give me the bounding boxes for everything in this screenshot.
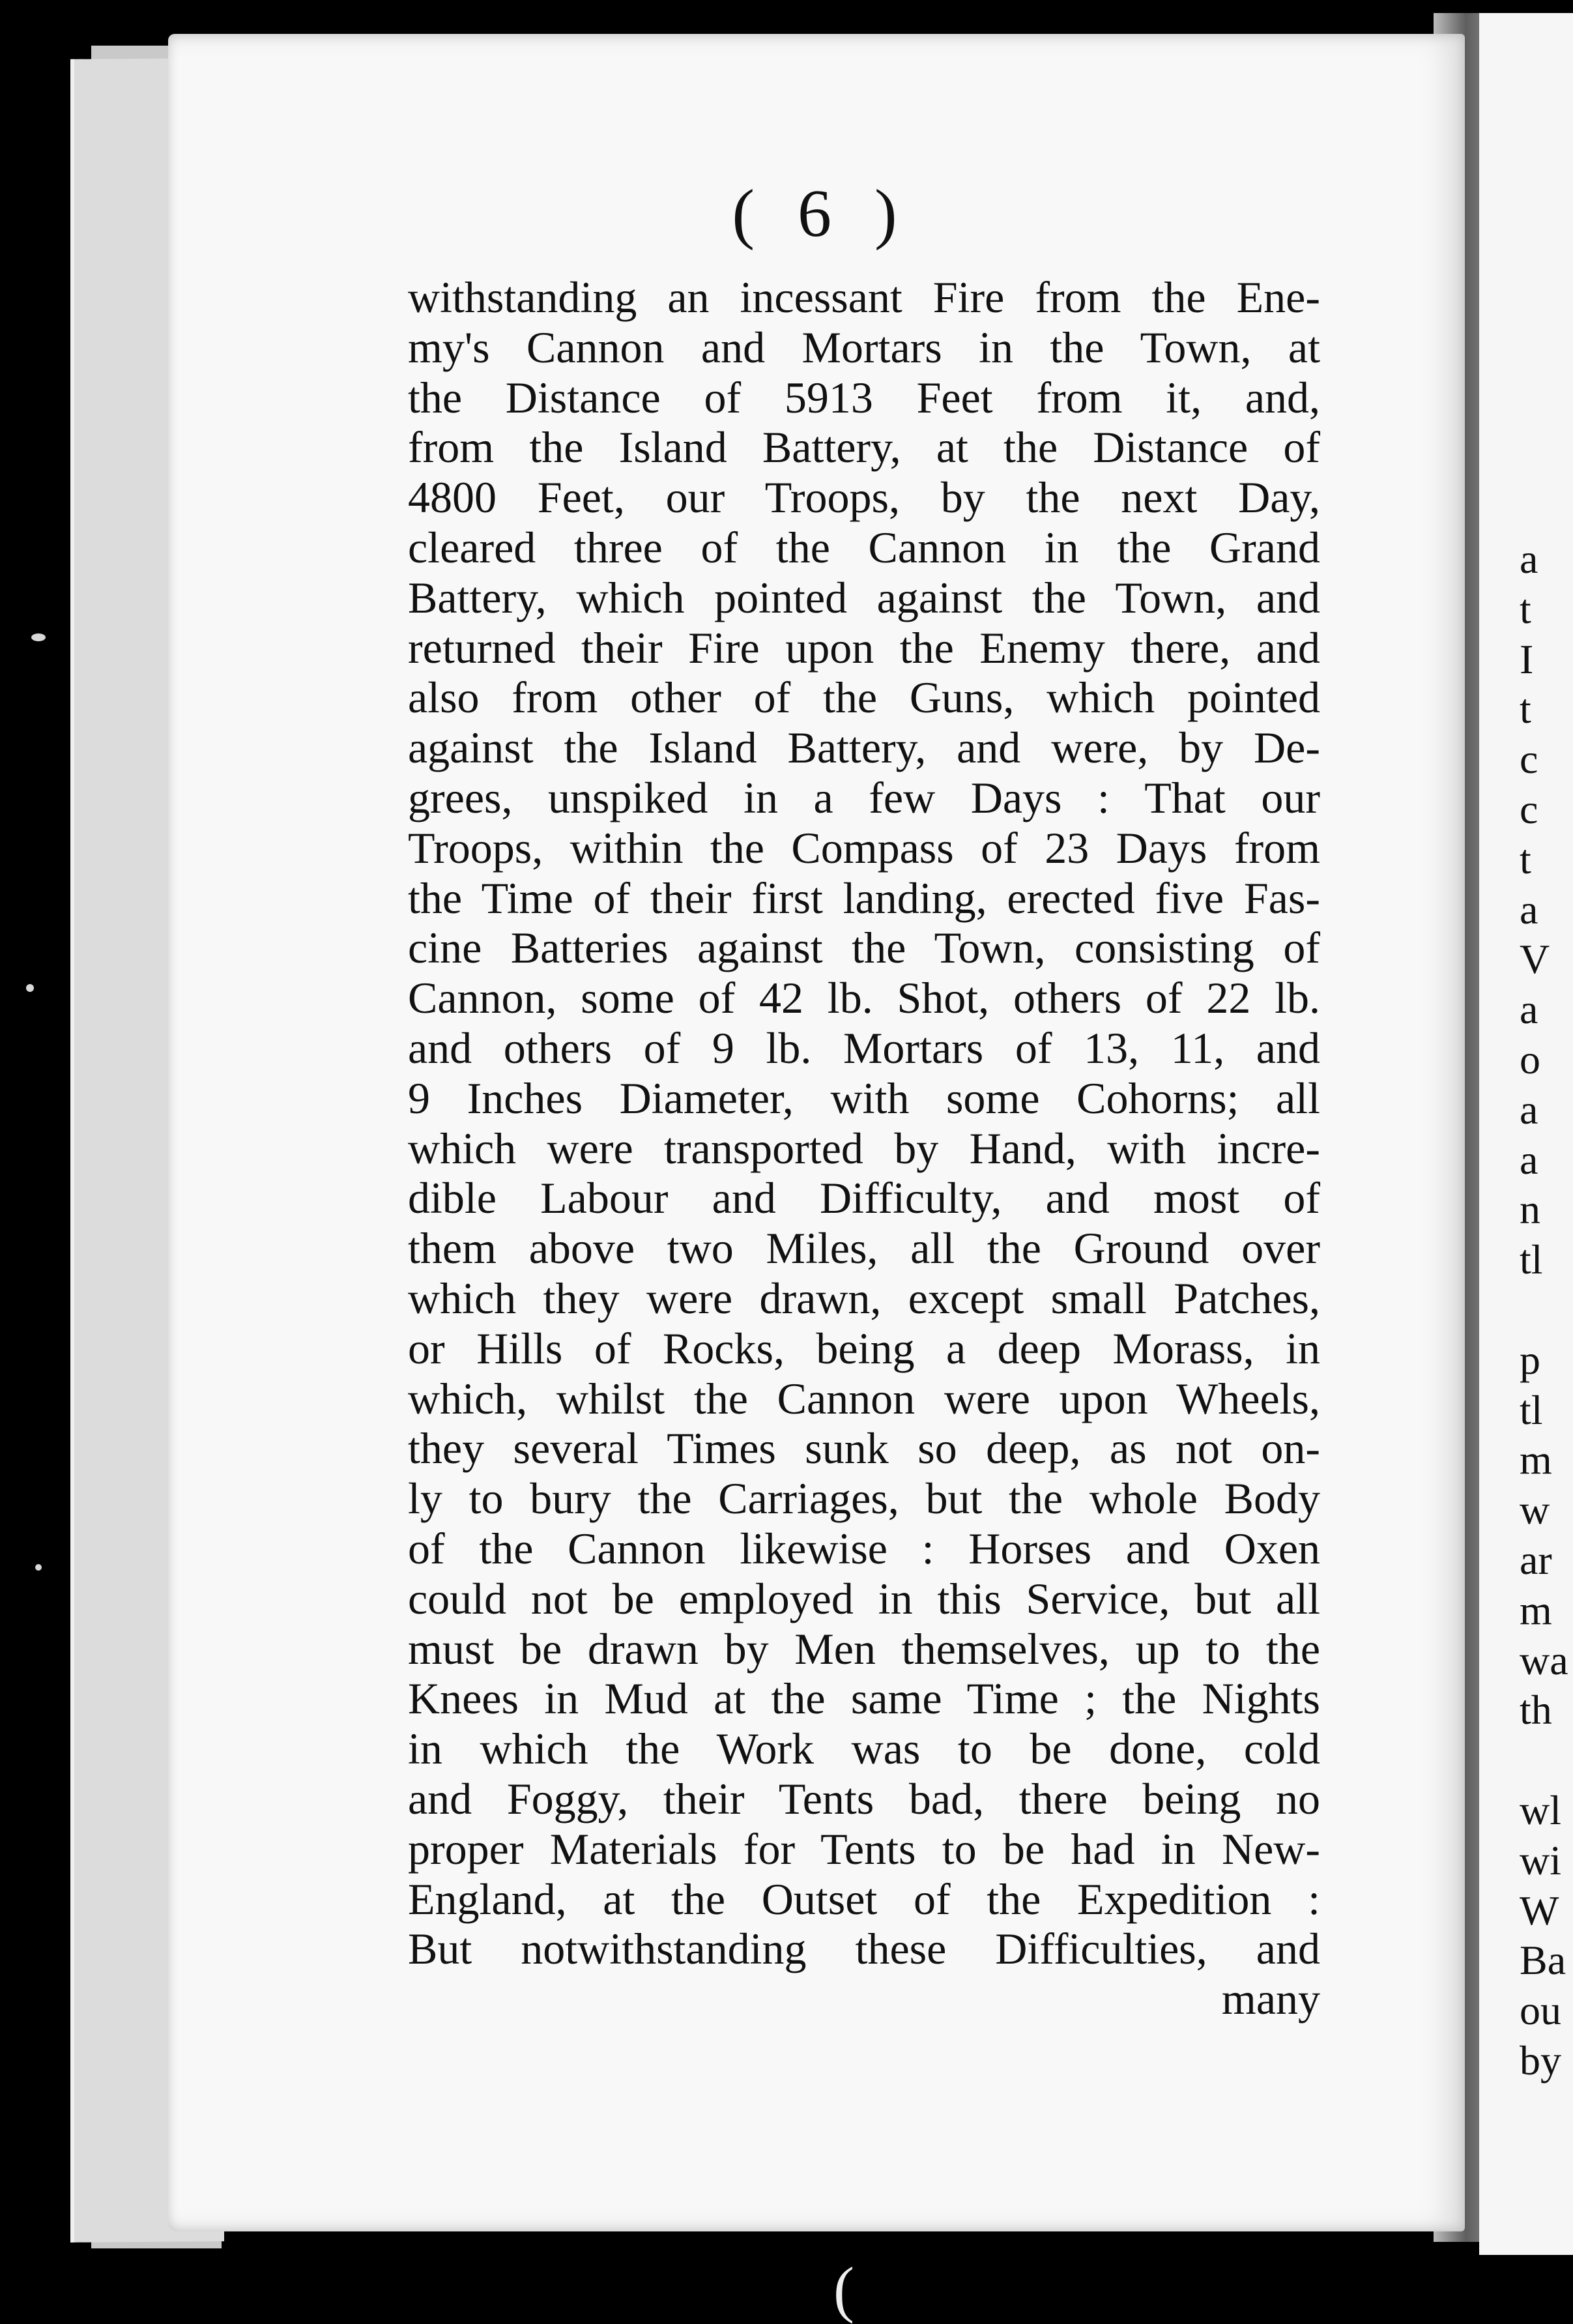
facing-page-fragment: m — [1520, 1436, 1552, 1483]
text-line: proper Materials for Tents to be had in New- — [408, 1823, 1320, 1874]
text-line: 4800 Feet, our Troops, by the next Day, — [408, 472, 1320, 523]
text-line: which, whilst the Cannon were upon Wheels, — [408, 1373, 1320, 1423]
text-line: Troops, within the Compass of 23 Days from — [408, 822, 1320, 873]
text-line: also from other of the Guns, which pointed — [408, 673, 1320, 723]
fragment-gap — [1520, 1736, 1573, 1786]
text-line: returned their Fire upon the Enemy there, and — [408, 622, 1320, 673]
facing-page-fragment: th — [1520, 1687, 1552, 1734]
text-line: withstanding an incessant Fire from the Ene- — [408, 272, 1320, 322]
text-line: cine Batteries against the Town, consisting of — [408, 923, 1320, 973]
text-line: of the Cannon likewise : Horses and Oxen — [408, 1523, 1320, 1573]
page-number: ( 6 ) — [732, 176, 910, 251]
text-line: the Distance of 5913 Feet from it, and, — [408, 372, 1320, 422]
text-line: But notwithstanding these Difficulties, and — [408, 1924, 1320, 1974]
paper-speck — [35, 1564, 42, 1571]
facing-page-fragment: by — [1520, 2037, 1561, 2084]
facing-page-fragment: wa — [1520, 1636, 1568, 1683]
text-line: the Time of their first landing, erected five Fas- — [408, 873, 1320, 923]
facing-page-fragment: n — [1520, 1186, 1540, 1233]
text-line: Cannon, some of 42 lb. Shot, others of 22 lb. — [408, 973, 1320, 1023]
facing-page-fragment: tl — [1520, 1236, 1543, 1283]
facing-page-fragment: t — [1520, 585, 1531, 632]
text-line: Battery, which pointed against the Town, and — [408, 572, 1320, 622]
text-line: cleared three of the Cannon in the Grand — [408, 522, 1320, 572]
facing-page-fragment: p — [1520, 1336, 1540, 1383]
catchword: many — [1221, 1974, 1320, 2024]
text-line: or Hills of Rocks, being a deep Morass, in — [408, 1323, 1320, 1373]
facing-page-fragment: a — [1520, 1136, 1538, 1183]
facing-page-fragment: ar — [1520, 1536, 1552, 1583]
fragment-gap — [1520, 1285, 1573, 1335]
text-line: must be drawn by Men themselves, up to the — [408, 1623, 1320, 1674]
text-line: they several Times sunk so deep, as not on- — [408, 1423, 1320, 1474]
facing-page-fragments — [1520, 534, 1573, 2086]
facing-page-fragment: m — [1520, 1586, 1552, 1633]
text-line: dible Labour and Difficulty, and most of — [408, 1173, 1320, 1223]
facing-page-fragment: Ba — [1520, 1937, 1566, 1984]
text-line: England, at the Outset of the Expedition : — [408, 1874, 1320, 1924]
text-line: against the Island Battery, and were, by De- — [408, 723, 1320, 773]
text-line: which were transported by Hand, with incre- — [408, 1123, 1320, 1173]
facing-page-fragment: wl — [1520, 1786, 1561, 1833]
body-text — [408, 272, 1320, 2024]
facing-page-fragment: V — [1520, 936, 1550, 983]
text-line: my's Cannon and Mortars in the Town, at — [408, 322, 1320, 372]
text-line: ly to bury the Carriages, but the whole Body — [408, 1474, 1320, 1524]
text-line: which they were drawn, except small Patches, — [408, 1273, 1320, 1323]
facing-page-fragment: w — [1520, 1487, 1550, 1533]
facing-page-fragment: c — [1520, 785, 1538, 832]
facing-page-fragment: c — [1520, 736, 1538, 783]
facing-page-fragment: a — [1520, 986, 1538, 1033]
facing-page-fragment: ou — [1520, 1987, 1561, 2034]
facing-page-fragment: t — [1520, 686, 1531, 733]
text-line: and others of 9 lb. Mortars of 13, 11, and — [408, 1023, 1320, 1073]
facing-page-fragment: a — [1520, 886, 1538, 933]
text-line: from the Island Battery, at the Distance of — [408, 422, 1320, 472]
text-line: in which the Work was to be done, cold — [408, 1724, 1320, 1774]
paper-speck — [31, 633, 46, 641]
paper-speck — [26, 984, 34, 992]
facing-page-fragment: W — [1520, 1887, 1559, 1934]
text-line: grees, unspiked in a few Days : That our — [408, 772, 1320, 822]
facing-page-fragment: I — [1520, 635, 1534, 682]
facing-page-fragment: a — [1520, 1086, 1538, 1133]
facing-page-fragment: t — [1520, 835, 1531, 882]
text-line: could not be employed in this Service, but all — [408, 1573, 1320, 1623]
facing-page-fragment: wi — [1520, 1837, 1561, 1883]
text-line: Knees in Mud at the same Time ; the Nights — [408, 1674, 1320, 1724]
facing-page-fragment: a — [1520, 536, 1538, 582]
facing-page-fragment: o — [1520, 1036, 1540, 1082]
text-line: and Foggy, their Tents bad, there being no — [408, 1773, 1320, 1823]
text-line: 9 Inches Diameter, with some Cohorns; all — [408, 1073, 1320, 1123]
facing-page-fragment: tl — [1520, 1386, 1543, 1433]
text-line: them above two Miles, all the Ground over — [408, 1223, 1320, 1273]
bottom-edge-mark: ( — [833, 2254, 854, 2324]
